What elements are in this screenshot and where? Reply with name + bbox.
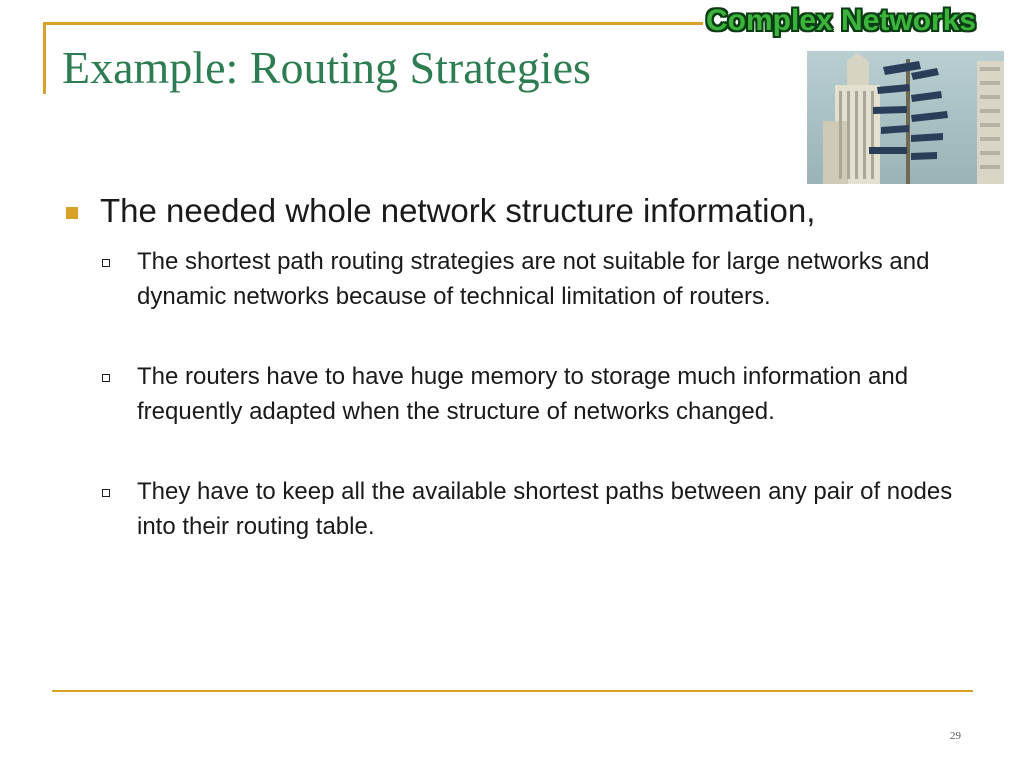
slide-body: [60, 190, 970, 544]
subbullet-text: They have to keep all the available shortest paths between any pair of nodes into their routing table.: [137, 478, 953, 540]
hollow-square-bullet-icon: [102, 374, 110, 382]
brand-logo-text: Complex Networks: [706, 4, 977, 37]
hollow-square-bullet-icon: [102, 259, 110, 267]
footer-divider: [52, 690, 973, 692]
square-bullet-icon: [66, 207, 78, 219]
frame-vertical-line: [43, 22, 46, 94]
subbullet-item: [60, 244, 969, 314]
slide-title: Example: Routing Strategies: [62, 42, 591, 93]
frame-horizontal-line: [43, 22, 703, 25]
signpost-photo: [807, 51, 1004, 184]
subbullet-item: [60, 474, 969, 544]
bullet-item: [60, 190, 970, 232]
subbullet-item: [60, 359, 969, 429]
subbullet-text: The routers have to have huge memory to storage much information and frequently adapted when the structure of networks changed.: [137, 363, 909, 425]
page-number: 29: [950, 730, 961, 742]
subbullet-text: The shortest path routing strategies are not suitable for large networks and dynamic networks because of technical limitation of routers.: [137, 248, 930, 310]
hollow-square-bullet-icon: [102, 489, 110, 497]
bullet-text: The needed whole network structure information,: [100, 192, 816, 229]
